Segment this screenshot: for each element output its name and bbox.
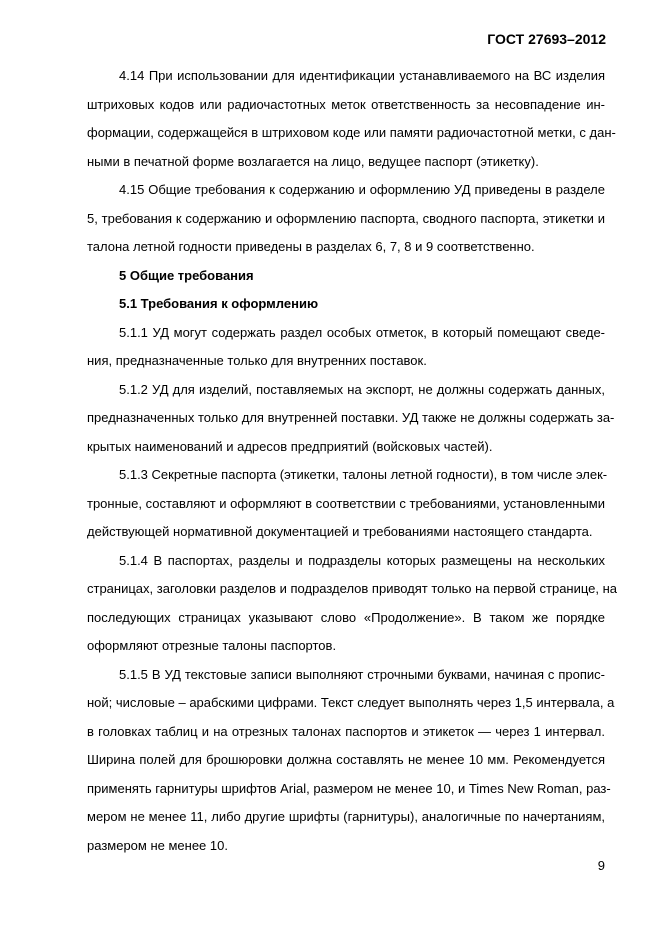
paragraph-4-15-line-3: талона летной годности приведены в разделах 6, 7, 8 и 9 соответственно. — [87, 239, 535, 254]
page-body — [87, 62, 618, 860]
subsection-heading-5-1: 5.1 Требования к оформлению — [119, 296, 319, 311]
paragraph-5-1-4-line-2: страницах, заголовки разделов и подразделов приводят только на первой странице, на — [87, 581, 618, 596]
paragraph-5-1-1-line-2: ния, предназначенные только для внутренних поставок. — [87, 353, 427, 368]
paragraph-4-14-line-4: ными в печатной форме возлагается на лицо, ведущее паспорт (этикетку). — [87, 153, 539, 169]
document-code: ГОСТ 27693–2012 — [487, 31, 606, 47]
paragraph-5-1-4-line-1: 5.1.4 В паспортах, разделы и подразделы которых размещены на нескольких — [119, 552, 605, 568]
paragraph-5-1-3-line-1: 5.1.3 Секретные паспорта (этикетки, талоны летной годности), в том числе элек- — [119, 467, 608, 482]
paragraph-4-14-line-1: 4.14 При использовании для идентификации устанавливаемого на ВС изделия — [119, 68, 605, 83]
paragraph-5-1-5-line-3: в головках таблиц и на отрезных талонах паспортов и этикеток — через 1 интервал. — [87, 723, 605, 739]
paragraph-5-1-2-line-2: предназначенных только для внутренней поставки. УД также не должны содержать за- — [87, 410, 615, 425]
paragraph-4-14-line-2: штриховых кодов или радиочастотных меток ответственность за несовпадение ин- — [87, 96, 605, 112]
paragraph-5-1-1-line-1: 5.1.1 УД могут содержать раздел особых отметок, в который помещают сведе- — [119, 324, 605, 340]
paragraph-5-1-5-line-5: применять гарнитуры шрифтов Arial, размером не менее 10, и Times New Roman, раз- — [87, 780, 611, 796]
paragraph-5-1-5-line-1: 5.1.5 В УД текстовые записи выполняют строчными буквами, начиная с пропис- — [119, 666, 605, 682]
paragraph-5-1-5-line-7: размером не менее 10. — [87, 837, 228, 853]
paragraph-5-1-5-line-2: ной; числовые – арабскими цифрами. Текст следует выполнять через 1,5 интервала, а — [87, 695, 615, 710]
paragraph-4-15-line-1: 4.15 Общие требования к содержанию и оформлению УД приведены в разделе — [119, 182, 605, 197]
section-heading-5: 5 Общие требования — [119, 267, 254, 283]
paragraph-5-1-2-line-1: 5.1.2 УД для изделий, поставляемых на экспорт, не должны содержать данных, — [119, 381, 605, 397]
paragraph-5-1-2-line-3: крытых наименований и адресов предприятий (войсковых частей). — [87, 438, 493, 454]
paragraph-5-1-3-line-3: действующей нормативной документацией и требованиями настоящего стандарта. — [87, 524, 593, 539]
paragraph-5-1-4-line-4: оформляют отрезные талоны паспортов. — [87, 638, 337, 653]
paragraph-5-1-5-line-4: Ширина полей для брошюровки должна составлять не менее 10 мм. Рекомендуется — [87, 752, 605, 767]
paragraph-5-1-3-line-2: тронные, составляют и оформляют в соответствии с требованиями, установленными — [87, 495, 605, 511]
page-number: 9 — [597, 858, 605, 873]
paragraph-5-1-5-line-6: мером не менее 11, либо другие шрифты (гарнитуры), аналогичные по начертаниям, — [87, 809, 605, 824]
paragraph-4-14-line-3: формации, содержащейся в штриховом коде или памяти радиочастотной метки, с дан- — [87, 125, 616, 140]
paragraph-4-15-line-2: 5, требования к содержанию и оформлению паспорта, сводного паспорта, этикетки и — [87, 210, 605, 226]
paragraph-5-1-4-line-3: последующих страницах указывают слово «Продолжение». В таком же порядке — [87, 609, 605, 625]
